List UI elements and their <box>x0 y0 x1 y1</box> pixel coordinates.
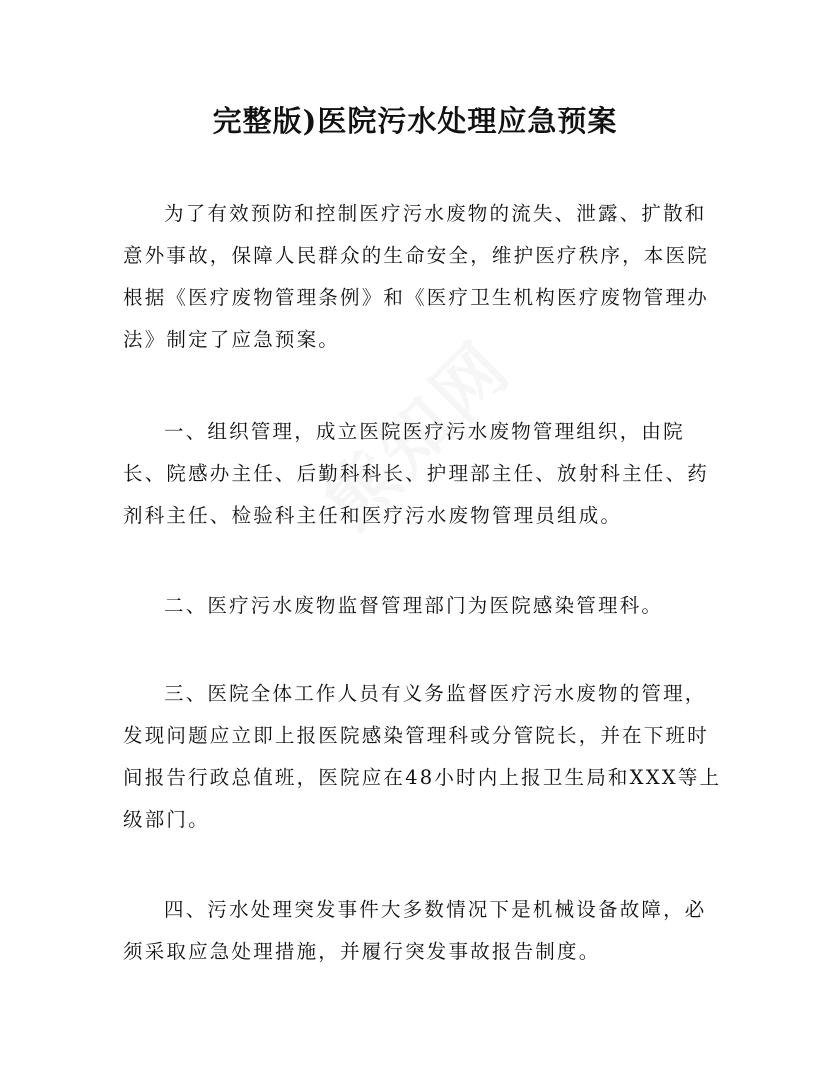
paragraph-reporting-duty: 三、医院全体工作人员有义务监督医疗污水废物的管理，发现问题应立即上报医院感染管理科或分管院长，并在下班时间报告行政总值班，医院应在48小时内上报卫生局和XXX等上级部门。 <box>123 682 722 831</box>
document-title: 完整版)医院污水处理应急预案 <box>212 104 618 138</box>
paragraph-intro: 为了有效预防和控制医疗污水废物的流失、泄露、扩散和意外事故，保障人民群众的生命安全，维护医疗秩序，本医院根据《医疗废物管理条例》和《医疗卫生机构医疗废物管理办法》制定了应急预案。 <box>123 202 709 351</box>
paragraph-organization: 一、组织管理，成立医院医疗污水废物管理组织，由院长、院感办主任、后勤科科长、护理部主任、放射科主任、药剂科主任、检验科主任和医疗污水废物管理员组成。 <box>123 420 709 527</box>
paragraph-emergency-measures: 四、污水处理突发事件大多数情况下是机械设备故障，必须采取应急处理措施，并履行突发事故报告制度。 <box>123 898 707 963</box>
paragraph-supervision-department: 二、医疗污水废物监督管理部门为医院感染管理科。 <box>164 594 664 617</box>
